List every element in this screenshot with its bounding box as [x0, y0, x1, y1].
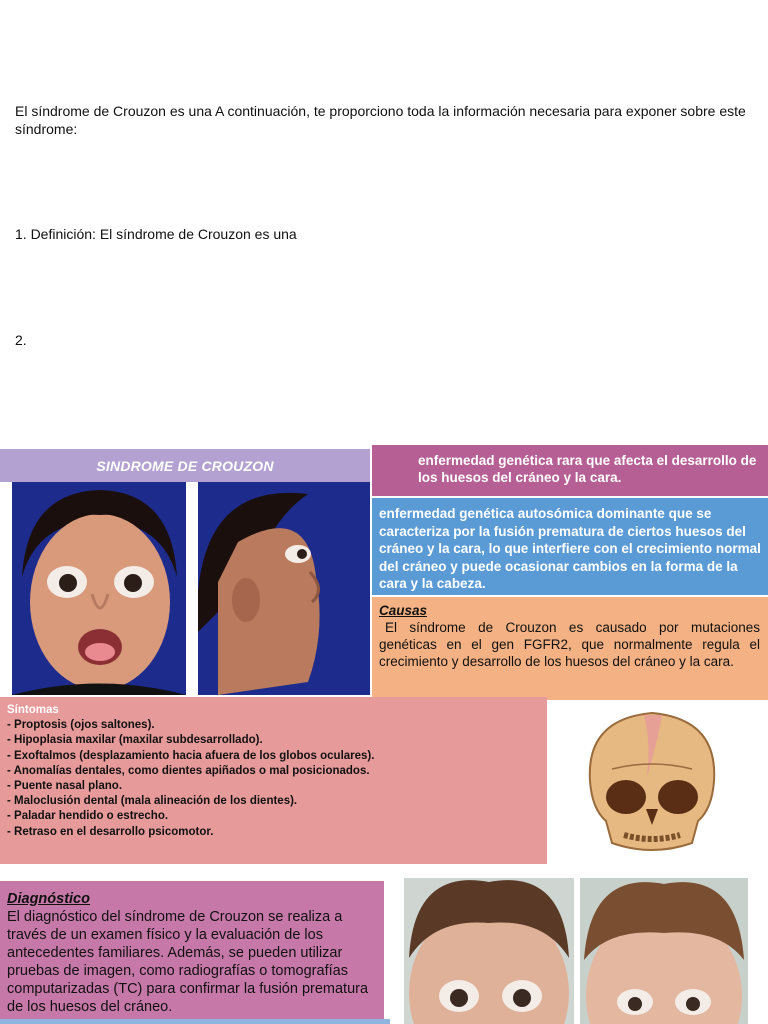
document-text [15, 68, 765, 430]
sintoma-item: - Paladar hendido o estrecho. [7, 810, 169, 823]
doc-item-2: 2. [15, 331, 27, 348]
sintomas-heading: Síntomas [7, 704, 59, 716]
doc-intro: El síndrome de Crouzon es una A continuación, te proporciono toda la información necesaria para exponer sobre este síndrome: [15, 103, 750, 137]
causas-box [372, 597, 768, 700]
diagnostico-heading: Diagnóstico [7, 891, 90, 907]
diagnostico-text: El diagnóstico del síndrome de Crouzon se realiza a través de un examen físico y la evaluación de los antecedentes familiares. Además, se pueden utilizar pruebas de imagen, como radiografías o tomografías computarizadas (TC) para confirmar la fusión prematura de los huesos del cráneo. [7, 909, 369, 1015]
sintoma-item: - Puente nasal plano. [7, 780, 123, 793]
doc-definition: 1. Definición: El síndrome de Crouzon es una [15, 226, 297, 243]
causas-text: El síndrome de Crouzon es causado por mutaciones genéticas en el gen FGFR2, que normalmente regula el crecimiento y desarrollo de los huesos del cráneo y la cara. [379, 620, 760, 669]
sintoma-item: - Exoftalmos (desplazamiento hacia afuera de los globos oculares). [7, 749, 375, 762]
causas-heading: Causas [379, 603, 428, 618]
child-photo-1 [404, 878, 574, 1024]
child-face-illustration [580, 878, 748, 1024]
skull-illustration [582, 709, 722, 857]
sintoma-item: - Hipoplasia maxilar (maxilar subdesarrollado). [7, 734, 263, 747]
poster-title: SINDROME DE CROUZON [0, 449, 370, 482]
patient-profile-illustration [198, 482, 370, 695]
decorative-strip [0, 1019, 390, 1024]
patient-front-illustration [12, 482, 186, 695]
sintomas-list [7, 718, 547, 840]
sintoma-item: - Proptosis (ojos saltones). [7, 719, 155, 732]
sintoma-item: - Anomalías dentales, como dientes apiñados o mal posicionados. [7, 764, 370, 777]
patient-profile-photo [198, 482, 370, 695]
poster [0, 441, 768, 1024]
child-photo-2 [580, 878, 748, 1024]
child-face-illustration [404, 878, 574, 1024]
skull-icon [582, 709, 722, 857]
definition-short-box: enfermedad genética rara que afecta el desarrollo de los huesos del cráneo y la cara. [372, 445, 768, 496]
diagnostico-box [0, 881, 384, 1024]
sintomas-box [0, 697, 547, 864]
patient-front-photo [12, 482, 186, 695]
sintoma-item: - Maloclusión dental (mala alineación de los dientes). [7, 795, 298, 808]
sintoma-item: - Retraso en el desarrollo psicomotor. [7, 825, 214, 838]
definition-long-box: enfermedad genética autosómica dominante que se caracteriza por la fusión prematura de ciertos huesos del cráneo y la cara, lo que interfiere con el crecimiento normal del cráneo y puede ocasionar cambios en la forma de la cara y la cabeza. [372, 498, 768, 595]
